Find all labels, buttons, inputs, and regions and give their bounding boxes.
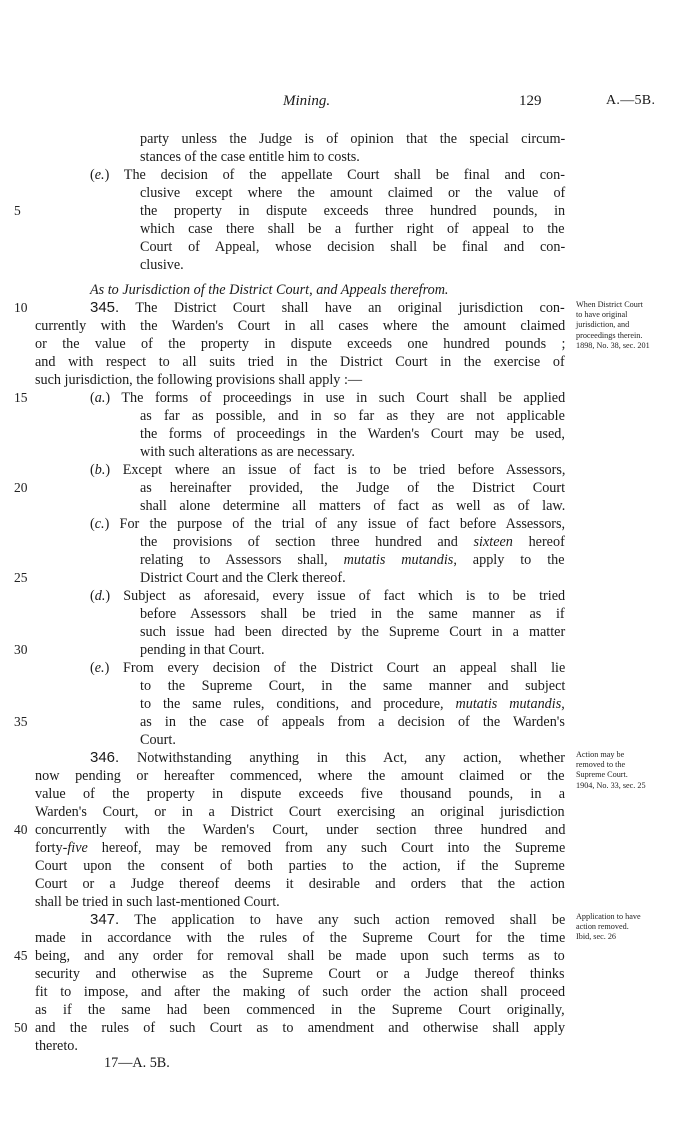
body-line: (c.) For the purpose of the trial of any issue of fact before Assessors, (90, 516, 566, 532)
body-line: (b.) Except where an issue of fact is to be tried before Assessors, (90, 462, 566, 478)
document-reference: A.—5B. (606, 93, 656, 108)
body-line: now pending or hereafter commenced, where the amount claimed or the (35, 768, 565, 784)
body-line: as if the same had been commenced in the Supreme Court originally, (35, 1002, 565, 1018)
body-line: clusive except where the amount claimed or the value of (140, 185, 566, 201)
body-line: value of the property in dispute exceeds five thousand pounds, in a (35, 786, 566, 802)
marginal-note-line: action removed. (576, 922, 629, 932)
body-line: the forms of proceedings in the Warden's Court may be used, (140, 426, 565, 442)
body-line: such jurisdiction, the following provisions shall apply :— (35, 372, 363, 388)
margin-line-number: 45 (14, 948, 28, 963)
body-line: stances of the case entitle him to costs. (140, 149, 360, 165)
body-line: security and otherwise as the Supreme Court or a Judge thereof thinks (35, 966, 565, 982)
body-line: being, and any order for removal shall be made upon such terms as to (35, 948, 565, 964)
body-line: concurrently with the Warden's Court, under section three hundred and (35, 822, 566, 838)
body-line: as hereinafter provided, the Judge of the District Court (140, 480, 566, 496)
body-line: fit to impose, and after the making of such order the action shall proceed (35, 984, 566, 1000)
body-line: relating to Assessors shall, mutatis mutandis, apply to the (140, 552, 565, 568)
body-line: District Court and the Clerk thereof. (140, 570, 346, 586)
body-line: thereto. (35, 1038, 78, 1054)
body-line: Court or a Judge thereof deems it desirable and orders that the action (35, 876, 565, 892)
section-paragraph-start: 347. The application to have any such action removed shall be (90, 911, 566, 928)
body-line: as far as possible, and in so far as they are not applicable (140, 408, 565, 424)
body-line: and the rules of such Court as to amendment and otherwise shall apply (35, 1020, 566, 1036)
marginal-note (576, 300, 650, 351)
marginal-note-line: Supreme Court. (576, 770, 628, 780)
running-title: Mining. (283, 93, 331, 109)
body-line: shall alone determine all matters of fact as well as of law. (140, 498, 566, 514)
body-line: (e.) The decision of the appellate Court shall be final and con- (90, 167, 565, 183)
body-line: shall be tried in such last-mentioned Court. (35, 894, 280, 910)
body-line: and with respect to all suits tried in the District Court in the exercise of (35, 354, 565, 370)
marginal-note-line: to have original (576, 310, 628, 320)
section-heading: As to Jurisdiction of the District Court, and Appeals therefrom. (90, 282, 449, 298)
body-line: Warden's Court, or in a District Court exercising an original jurisdiction (35, 804, 565, 820)
marginal-note (576, 750, 646, 791)
margin-line-number: 35 (14, 714, 28, 729)
marginal-note-line: 1904, No. 33, sec. 25 (576, 780, 646, 790)
body-line: with such alterations as are necessary. (140, 444, 355, 460)
marginal-note (576, 912, 641, 943)
marginal-note-line: Ibid, sec. 26 (576, 932, 617, 942)
body-line: before Assessors shall be tried in the same manner as if (140, 606, 565, 622)
body-line: clusive. (140, 257, 184, 273)
printer-signature: 17—A. 5B. (104, 1055, 170, 1071)
body-line: to the Supreme Court, in the same manner and subject (140, 678, 566, 694)
section-paragraph-start: 346. Notwithstanding anything in this Act, any action, whether (90, 749, 565, 766)
body-line: pending in that Court. (140, 642, 265, 658)
marginal-note-line: When District Court (576, 300, 643, 309)
body-line: Court upon the consent of both parties to the action, if the Supreme (35, 858, 565, 874)
body-line: such issue had been directed by the Supreme Court in a matter (140, 624, 566, 640)
marginal-note-line: jurisdiction, and (576, 320, 630, 330)
body-line: Court of Appeal, whose decision shall be final and con- (140, 239, 566, 255)
body-line: forty-five hereof, may be removed from any such Court into the Supreme (35, 840, 566, 856)
body-line: Court. (140, 732, 176, 748)
body-line: the property in dispute exceeds three hundred pounds, in (140, 203, 566, 219)
margin-line-number: 20 (14, 480, 28, 495)
body-line: as in the case of appeals from a decision of the Warden's (140, 714, 565, 730)
marginal-note-line: 1898, No. 38, sec. 201 (576, 340, 650, 350)
body-line: (d.) Subject as aforesaid, every issue of fact which is to be tried (90, 588, 566, 604)
marginal-note-line: Action may be (576, 750, 625, 759)
body-line: made in accordance with the rules of the Supreme Court for the time (35, 930, 566, 946)
page-number: 129 (519, 93, 542, 109)
margin-line-number: 50 (14, 1020, 28, 1035)
margin-line-number: 15 (14, 390, 28, 405)
body-line: to the same rules, conditions, and procedure, mutatis mutandis, (140, 696, 565, 712)
section-paragraph-start: 345. The District Court shall have an original jurisdiction con- (90, 299, 565, 316)
margin-line-number: 40 (14, 822, 28, 837)
body-line: (e.) From every decision of the District Court an appeal shall lie (90, 660, 566, 676)
body-line: party unless the Judge is of opinion that the special circum- (140, 131, 566, 147)
margin-line-number: 25 (14, 570, 28, 585)
marginal-note-line: removed to the (576, 760, 626, 770)
body-line: (a.) The forms of proceedings in use in such Court shall be applied (90, 390, 566, 406)
margin-line-number: 5 (14, 203, 21, 218)
marginal-note-line: proceedings therein. (576, 330, 643, 340)
margin-line-number: 30 (14, 642, 28, 657)
body-line: which case there shall be a further right of appeal to the (140, 221, 565, 237)
body-line: or the value of the property in dispute exceeds one hundred pounds ; (35, 336, 566, 352)
margin-line-number: 10 (14, 300, 28, 315)
body-line: currently with the Warden's Court in all cases where the amount claimed (35, 318, 566, 334)
marginal-note-line: Application to have (576, 912, 641, 921)
body-line: the provisions of section three hundred and sixteen hereof (140, 534, 565, 550)
